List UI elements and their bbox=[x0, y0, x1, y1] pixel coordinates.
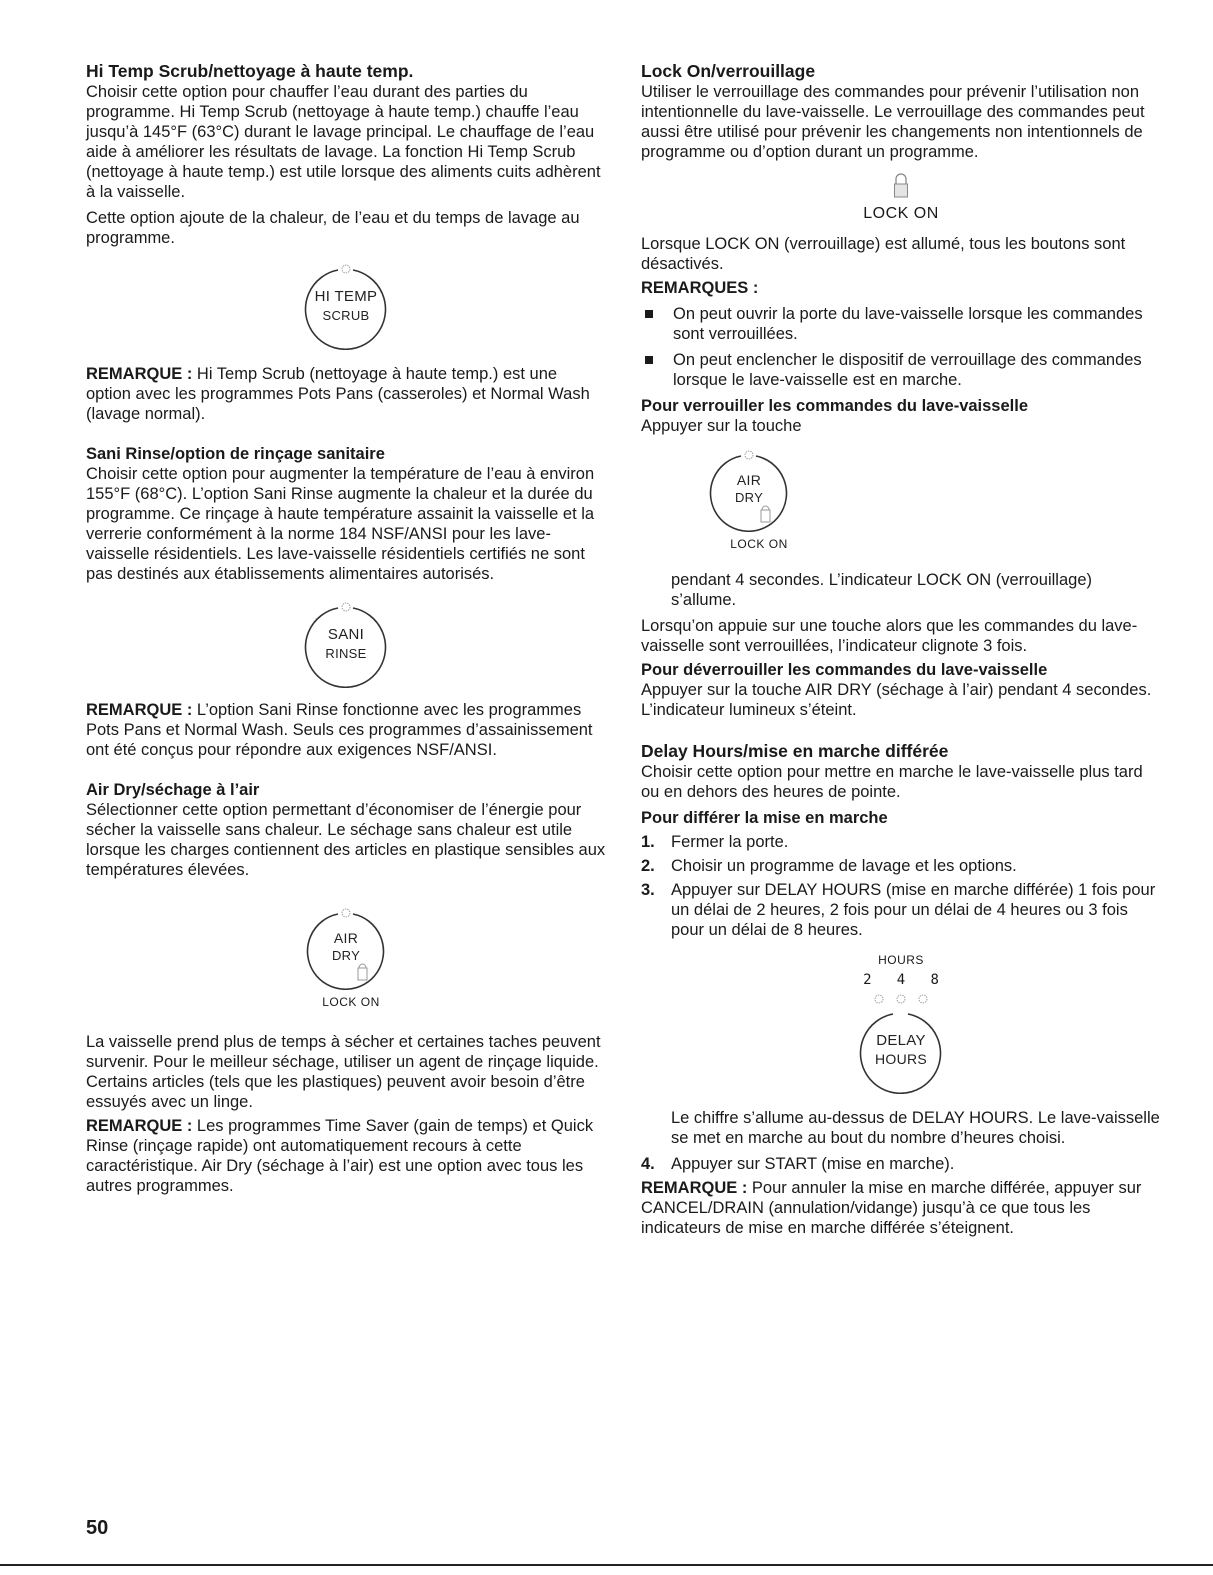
sani-rinse-desc: Choisir cette option pour augmenter la température de l’eau à environ 155°F (68°C). L’option Sani Rinse augmente la chaleur et la durée du programme. Ce rinçage à haute température assainit la vaisselle et la verrerie conformément à la norme 184 NSF/ANSI pour les lave-vaisselle résidentiels. Les lave-vaisselle résidentiels certifiés ne sont pas destinés aux établissements alimentaires autorisés. bbox=[86, 465, 595, 583]
button-label-2: SCRUB bbox=[322, 308, 370, 323]
remarques-list bbox=[641, 304, 1161, 390]
note-label: REMARQUE : bbox=[641, 1179, 748, 1197]
delay-steps-cont bbox=[641, 1154, 1161, 1174]
hi-temp-scrub-desc: Choisir cette option pour chauffer l’eau durant des parties du programme. Hi Temp Scrub (nettoyage à haute temp.) chauffe l’eau jusqu’à 145°F (63°C) durant le lavage principal. Le chauffage de l’eau aide à améliorer les résultats de lavage. La fonction Hi Temp Scrub (nettoyage à haute temp.) est utile lorsque des aliments cuits adhèrent à la vaisselle. bbox=[86, 83, 601, 201]
button-label-2: DRY bbox=[734, 490, 764, 505]
step-text: Appuyer sur START (mise en marche). bbox=[671, 1155, 955, 1173]
hi-temp-scrub-note bbox=[86, 364, 606, 424]
button-label-1: SANI bbox=[327, 626, 365, 643]
delay-hours-desc: Choisir cette option pour mettre en marche le lave-vaisselle plus tard ou en dehors des heures de pointe. bbox=[641, 763, 1143, 801]
unlock-procedure-text: Appuyer sur la touche AIR DRY (séchage à l’air) pendant 4 secondes. L’indicateur lumineux s’éteint. bbox=[641, 681, 1152, 719]
button-label-1: HI TEMP bbox=[314, 288, 378, 305]
right-column bbox=[641, 60, 1161, 1238]
button-label-2: HOURS bbox=[874, 1051, 928, 1067]
unlock-procedure-heading: Pour déverrouiller les commandes du lave-vaisselle bbox=[641, 661, 1048, 679]
button-label-2: RINSE bbox=[325, 646, 367, 661]
lock-on-label: LOCK ON bbox=[863, 205, 939, 222]
lock-on-desc-2: Lorsque LOCK ON (verrouillage) est allumé, tous les boutons sont désactivés. bbox=[641, 235, 1126, 273]
button-label-1: DELAY bbox=[876, 1032, 926, 1049]
page-number: 50 bbox=[86, 1517, 109, 1539]
list-item: On peut enclencher le dispositif de verrouillage des commandes lorsque le lave-vaisselle est en marche. bbox=[641, 350, 1161, 390]
air-dry-lock-button bbox=[701, 450, 797, 532]
left-column bbox=[86, 60, 606, 1196]
delay-hours-button bbox=[853, 1008, 949, 1094]
button-label-2: DRY bbox=[331, 948, 361, 963]
hi-temp-scrub-button bbox=[298, 264, 394, 350]
step-number: 1. bbox=[641, 833, 655, 851]
step-item bbox=[641, 1154, 1161, 1174]
note-text: Les programmes Time Saver (gain de temps) et Quick Rinse (rinçage rapide) ont automatiquement recours à cette caractéristique. Air Dry (séchage à l’air) est une option avec tous les autres programmes. bbox=[86, 1117, 594, 1195]
remarques-heading: REMARQUES : bbox=[641, 279, 759, 297]
hours-indicators bbox=[641, 990, 1161, 1004]
air-dry-desc-2: La vaisselle prend plus de temps à sécher et certaines taches peuvent survenir. Pour le meilleur séchage, utiliser un agent de rinçage liquide. Certains articles (tels que les plastiques) peuvent avoir besoin d’être essuyés avec un linge. bbox=[86, 1033, 601, 1111]
indicator-lights-icon bbox=[861, 993, 941, 1005]
air-dry-heading: Air Dry/séchage à l’air bbox=[86, 781, 260, 799]
lock-on-caption: LOCK ON bbox=[730, 537, 788, 551]
hours-label: HOURS bbox=[878, 953, 924, 967]
step-number: 3. bbox=[641, 881, 655, 899]
sani-rinse-note bbox=[86, 700, 606, 760]
step-text: Choisir un programme de lavage et les options. bbox=[671, 857, 1017, 875]
step-number: 2. bbox=[641, 857, 655, 875]
list-item: On peut ouvrir la porte du lave-vaisselle lorsque les commandes sont verrouillées. bbox=[641, 304, 1161, 344]
step-item bbox=[641, 856, 1161, 876]
step-text: Fermer la porte. bbox=[671, 833, 789, 851]
lock-blink-text: Lorsqu’on appuie sur une touche alors que les commandes du lave-vaisselle sont verrouillées, l’indicateur clignote 3 fois. bbox=[641, 617, 1138, 655]
hi-temp-scrub-heading: Hi Temp Scrub/nettoyage à haute temp. bbox=[86, 61, 414, 81]
lock-procedure-text: Appuyer sur la touche bbox=[641, 417, 802, 435]
air-dry-note bbox=[86, 1116, 606, 1196]
sani-rinse-button bbox=[298, 602, 394, 688]
lock-on-heading: Lock On/verrouillage bbox=[641, 61, 816, 81]
step-text: Appuyer sur DELAY HOURS (mise en marche différée) 1 fois pour un délai de 2 heures, 2 fois pour un délai de 4 heures ou 3 fois pour un délai de 8 heures. bbox=[671, 881, 1156, 939]
note-label: REMARQUE : bbox=[86, 365, 193, 383]
note-text: Hi Temp Scrub (nettoyage à haute temp.) est une option avec les programmes Pots Pans (casseroles) et Normal Wash (lavage normal). bbox=[86, 365, 590, 423]
air-dry-button bbox=[298, 908, 394, 990]
delay-steps bbox=[641, 832, 1161, 940]
padlock-icon bbox=[893, 172, 909, 198]
note-text: Pour annuler la mise en marche différée, appuyer sur CANCEL/DRAIN (annulation/vidange) jusqu’à ce que tous les indicateurs de mise en marche différée s’éteignent. bbox=[641, 1179, 1142, 1237]
delay-hours-heading: Delay Hours/mise en marche différée bbox=[641, 741, 949, 761]
note-text: L’option Sani Rinse fonctionne avec les programmes Pots Pans et Normal Wash. Seuls ces programmes d’assainissement ont été conçus pour répondre aux exigences NSF/ANSI. bbox=[86, 701, 593, 759]
delay-note bbox=[641, 1178, 1161, 1238]
delay-procedure-heading: Pour différer la mise en marche bbox=[641, 809, 888, 827]
lock-icon-wrap bbox=[641, 172, 1161, 202]
step-number: 4. bbox=[641, 1155, 655, 1173]
note-label: REMARQUE : bbox=[86, 701, 193, 719]
button-label-1: AIR bbox=[333, 930, 359, 946]
lock-on-desc: Utiliser le verrouillage des commandes pour prévenir l’utilisation non intentionnelle du lave-vaisselle. Le verrouillage des commandes peut aussi être utilisé pour prévenir les changements non intentionnels de programme ou d’option durant un programme. bbox=[641, 83, 1145, 161]
air-dry-desc: Sélectionner cette option permettant d’économiser de l’énergie pour sécher la vaisselle sans chaleur. Le séchage sans chaleur est utile lorsque les charges contiennent des articles en plastique sensibles aux températures élevées. bbox=[86, 801, 606, 879]
lock-on-caption: LOCK ON bbox=[322, 995, 380, 1009]
delay-result-text: Le chiffre s’allume au-dessus de DELAY HOURS. Le lave-vaisselle se met en marche au bout du nombre d’heures choisi. bbox=[671, 1109, 1160, 1147]
lock-procedure-heading: Pour verrouiller les commandes du lave-vaisselle bbox=[641, 397, 1029, 415]
hours-values: 2 4 8 bbox=[863, 972, 939, 988]
step-item bbox=[641, 880, 1161, 940]
step-item bbox=[641, 832, 1161, 852]
button-label-1: AIR bbox=[736, 472, 762, 488]
footer-rule bbox=[0, 1564, 1213, 1566]
lock-procedure-result: pendant 4 secondes. L’indicateur LOCK ON (verrouillage) s’allume. bbox=[671, 571, 1092, 609]
note-label: REMARQUE : bbox=[86, 1117, 193, 1135]
sani-rinse-heading: Sani Rinse/option de rinçage sanitaire bbox=[86, 445, 385, 463]
hi-temp-scrub-desc-2: Cette option ajoute de la chaleur, de l’eau et du temps de lavage au programme. bbox=[86, 209, 580, 247]
